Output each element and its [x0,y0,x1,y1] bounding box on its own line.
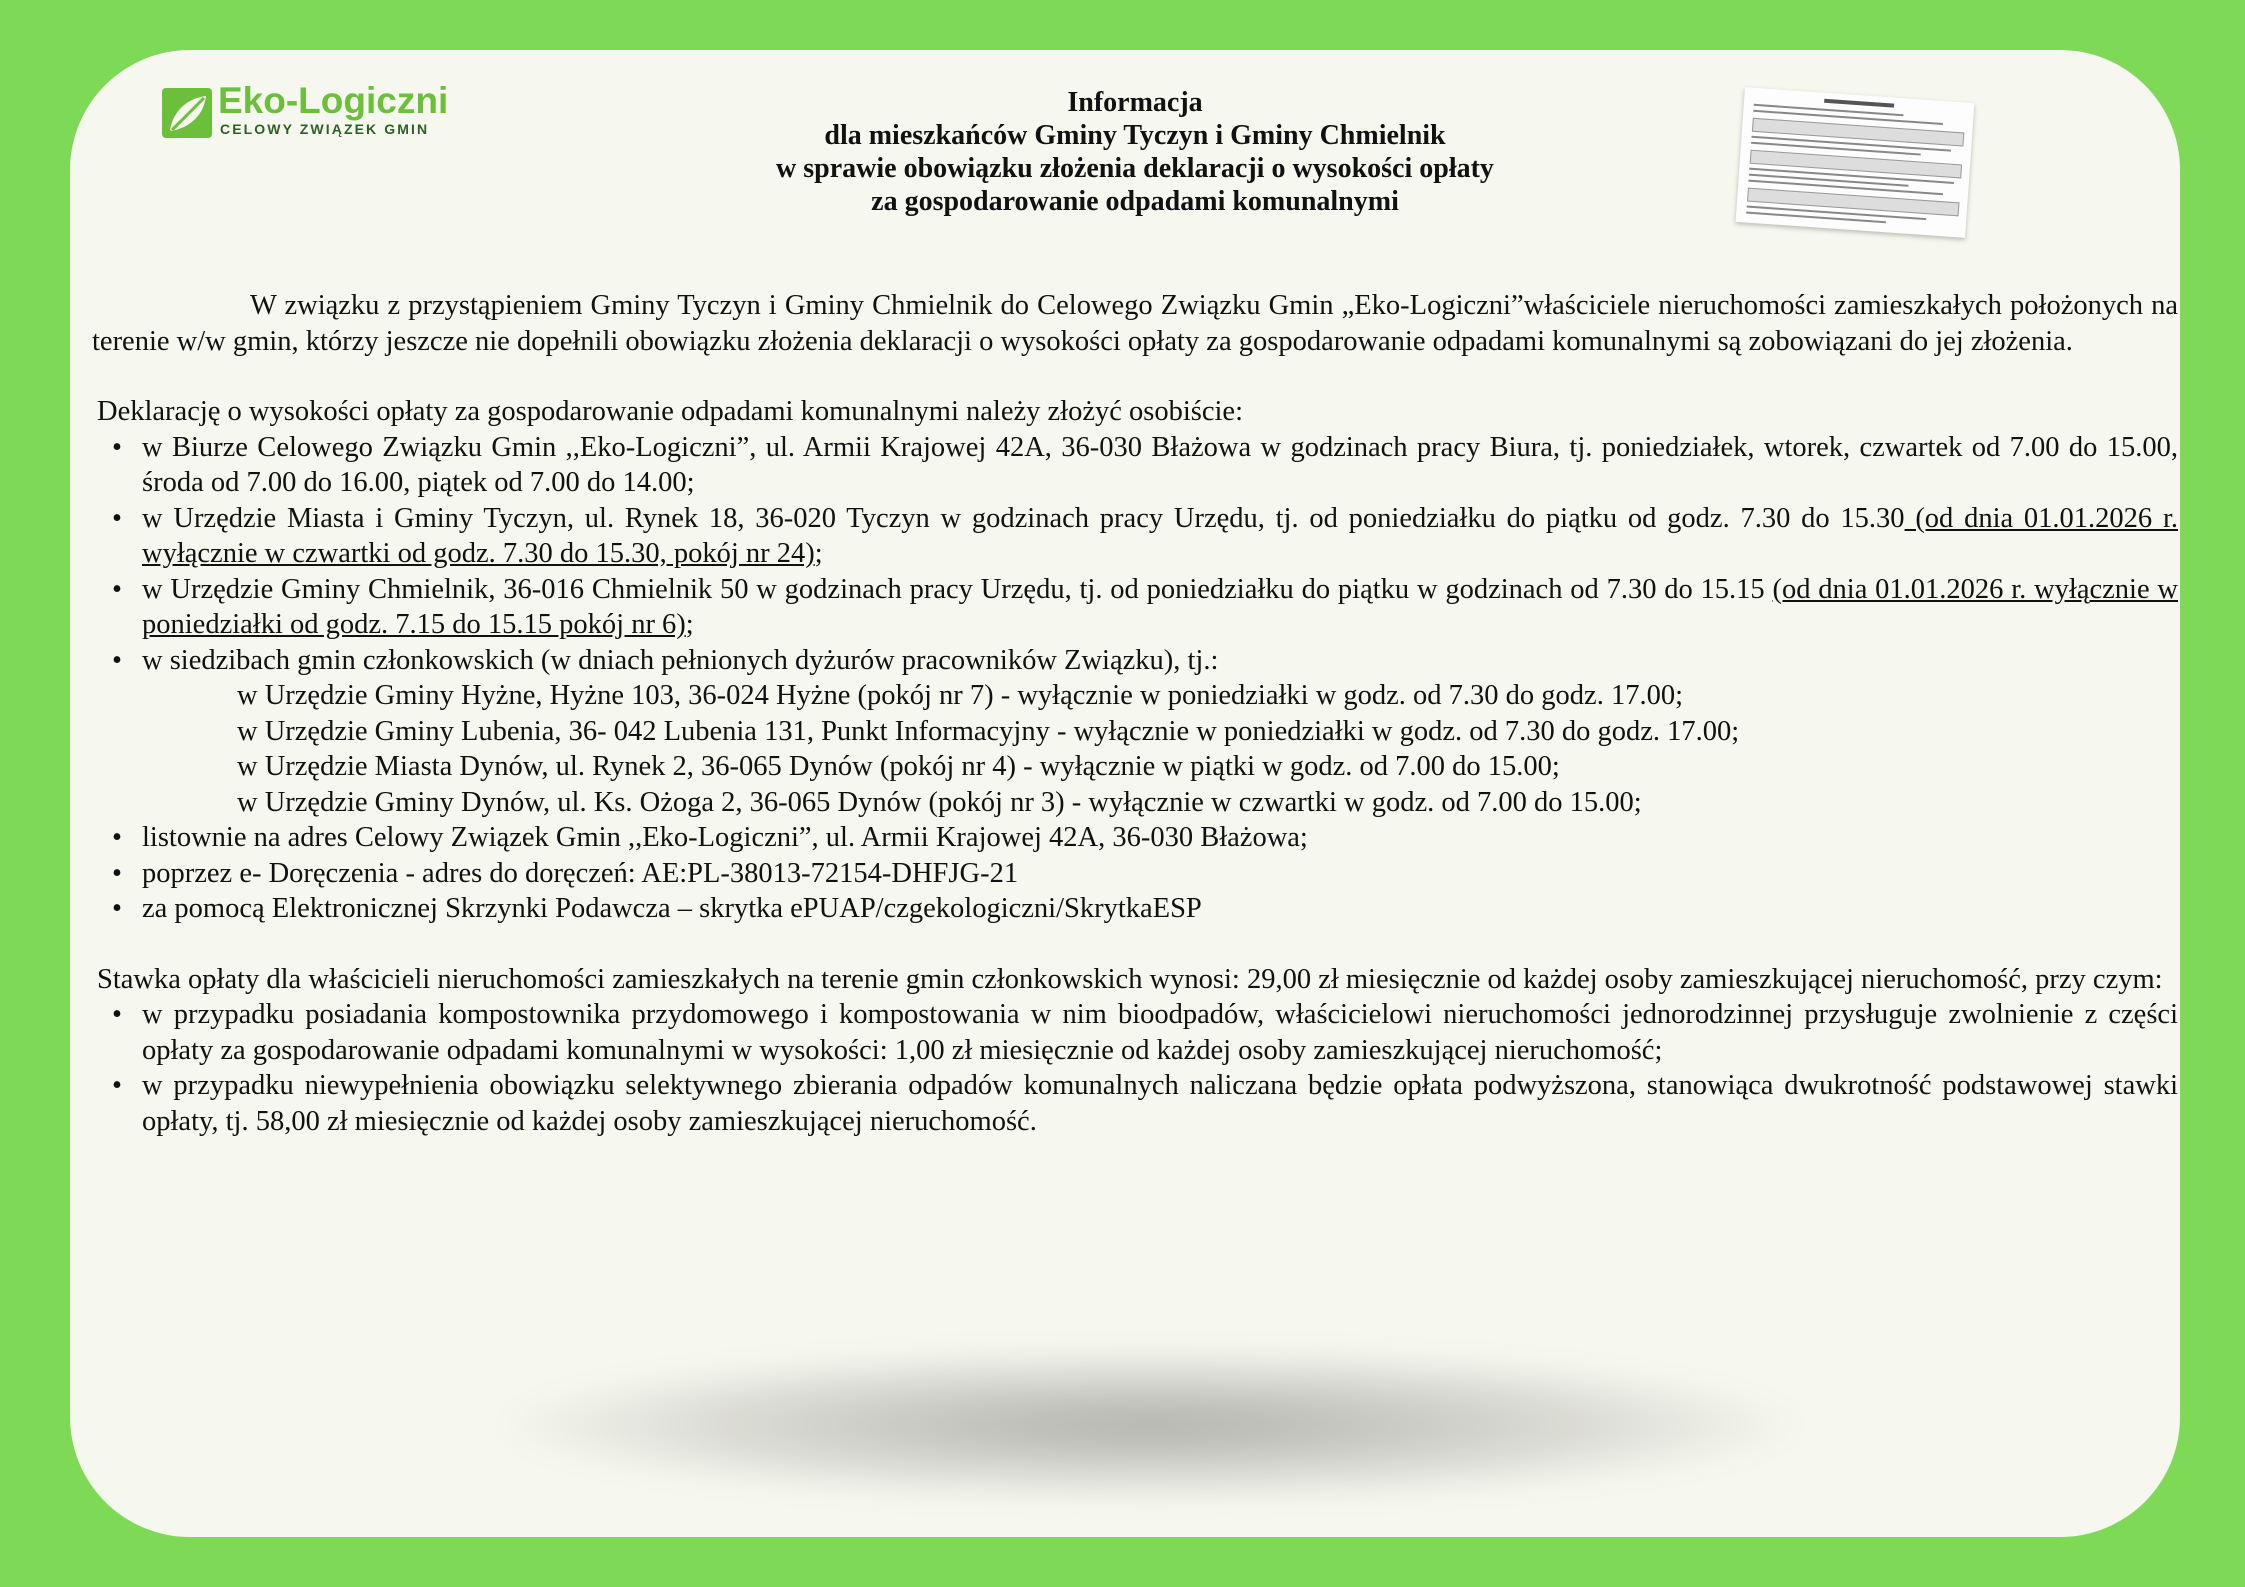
leaf-logo-icon [160,86,214,140]
information-card [70,50,2180,1537]
title-line-3: w sprawie obowiązku złożenia deklaracji o wysokości opłaty [776,153,1494,184]
intro-paragraph: W związku z przystąpieniem Gminy Tyczyn i Gminy Chmielnik do Celowego Związku Gmin „Eko-Logiczni”właściciele nieruchomości zamieszkałych położonych na terenie w/w gmin, którzy jeszcze nie dopełnili obowiązku złożenia deklaracji o wysokości opłaty za gospodarowanie odpadami komunalnymi są zobowiązani do jej złożenia. [92,290,2178,357]
submission-lead: Deklarację o wysokości opłaty za gospodarowanie odpadami komunalnymi należy złożyć osobiście: [97,396,1243,427]
submission-list [92,430,2178,927]
logo-name: Eko-Logiczni [218,80,449,121]
underlined-note: (od dnia 01.01.2026 r. wyłącznie w czwartki od godz. 7.30 do 15.30, pokój nr 24) [142,502,2178,569]
document-body [92,288,2178,1139]
member-office-lubenia: w Urzędzie Gminy Lubenia, 36- 042 Lubenia 131, Punkt Informacyjny - wyłącznie w poniedziałki w godz. od 7.30 do godz. 17.00; [237,715,1740,747]
rate-paragraph: Stawka opłaty dla właścicieli nieruchomości zamieszkałych na terenie gmin członkowskich wynosi: 29,00 zł miesięcznie od każdej osoby zamieszkującej nieruchomość, przy czym: [97,963,2163,995]
list-item: • w przypadku niewypełnienia obowiązku selektywnego zbierania odpadów komunalnych naliczana będzie opłata podwyższona, stanowiąca dwukrotność podstawowej stawki opłaty, tj. 58,00 zł miesięcznie od każdej osoby zamieszkującej nieruchomość. [92,1068,2178,1139]
declaration-form-thumbnail [1736,87,1975,238]
page-title [460,86,1810,218]
list-item: • w Urzędzie Gminy Chmielnik, 36-016 Chmielnik 50 w godzinach pracy Urzędu, tj. od poniedziałku do piątku w godzinach od 7.30 do 15.15 (od dnia 01.01.2026 r. wyłącznie w poniedziałki od godz. 7.15 do 15.15 pokój nr 6); [92,572,2178,643]
rate-list [92,997,2178,1139]
eko-logiczni-logo [160,80,470,144]
underlined-note: (od dnia 01.01.2026 r. wyłącznie w poniedziałki od godz. 7.15 do 15.15 pokój nr 6) [142,573,2178,640]
list-item: • za pomocą Elektronicznej Skrzynki Podawcza – skrytka ePUAP/czgekologiczni/SkrytkaESP [92,891,2178,927]
decorative-shadow [500,1350,1800,1500]
member-office-hyzne: w Urzędzie Gminy Hyżne, Hyżne 103, 36-024 Hyżne (pokój nr 7) - wyłącznie w poniedziałki w godz. od 7.30 do godz. 17.00; [237,680,1683,711]
title-line-2: dla mieszkańców Gminy Tyczyn i Gminy Chmielnik [824,120,1446,151]
list-item: • w siedzibach gmin członkowskich (w dniach pełnionych dyżurów pracowników Związku), tj.: w Urzędzie Gminy Hyżne, Hyżne 103, 36-024 Hyżne (pokój nr 7) - wyłącznie w poniedziałki w godz. od 7.30 do godz. 17.00; w Urzędzie Gminy Lubenia, 36- 042 Lubenia 131, Punkt Informacyjny - wyłącznie w poniedziałki w godz. od 7.30 do godz. 17.00; w Urzędzie Miasta Dynów, ul. Rynek 2, 36-065 Dynów (pokój nr 4) - wyłącznie w piątki w godz. od 7.00 do 15.00; w Urzędzie Gminy Dynów, ul. Ks. Ożoga 2, 36-065 Dynów (pokój nr 3) - wyłącznie w czwartki w godz. od 7.00 do 15.00; [92,643,2178,821]
member-office-dynow-town: w Urzędzie Miasta Dynów, ul. Rynek 2, 36-065 Dynów (pokój nr 4) - wyłącznie w piątki w godz. od 7.00 do 15.00; [237,751,1560,782]
list-item: • poprzez e- Doręczenia - adres do doręczeń: AE:PL-38013-72154-DHFJG-21 [92,856,2178,892]
list-item: • w Urzędzie Miasta i Gminy Tyczyn, ul. Rynek 18, 36-020 Tyczyn w godzinach pracy Urzędu, tj. od poniedziałku do piątku od godz. 7.30 do 15.30 (od dnia 01.01.2026 r. wyłącznie w czwartki od godz. 7.30 do 15.30, pokój nr 24); [92,501,2178,572]
list-item: • listownie na adres Celowy Związek Gmin ,,Eko-Logiczni”, ul. Armii Krajowej 42A, 36-030 Błażowa; [92,820,2178,856]
list-item: • w przypadku posiadania kompostownika przydomowego i kompostowania w nim bioodpadów, właścicielowi nieruchomości jednorodzinnej przysługuje zwolnienie z części opłaty za gospodarowanie odpadami komunalnymi w wysokości: 1,00 zł miesięcznie od każdej osoby zamieszkującej nieruchomość; [92,997,2178,1068]
list-item: • w Biurze Celowego Związku Gmin ,,Eko-Logiczni”, ul. Armii Krajowej 42A, 36-030 Błażowa w godzinach pracy Biura, tj. poniedziałek, wtorek, czwartek od 7.00 do 15.00, środa od 7.00 do 16.00, piątek od 7.00 do 14.00; [92,430,2178,501]
title-line-4: za gospodarowanie odpadami komunalnymi [871,186,1399,217]
title-line-1: Informacja [1067,87,1203,118]
logo-subtitle: CELOWY ZWIĄZEK GMIN [220,121,430,137]
member-office-dynow-commune: w Urzędzie Gminy Dynów, ul. Ks. Ożoga 2, 36-065 Dynów (pokój nr 3) - wyłącznie w czwartki w godz. od 7.00 do 15.00; [237,786,1642,818]
